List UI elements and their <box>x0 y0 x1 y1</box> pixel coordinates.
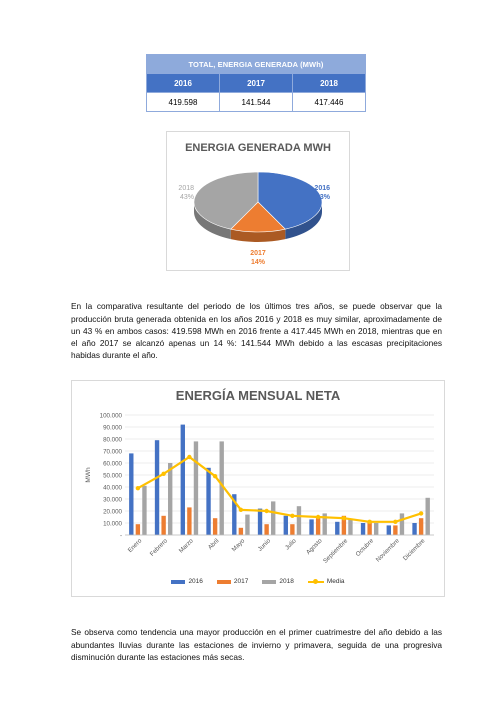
x-tick-label: Junio <box>256 537 273 553</box>
bar-2018-Septiembre <box>348 519 352 535</box>
point-Media-Febrero <box>161 472 165 476</box>
y-tick-label: 20.000 <box>103 508 122 516</box>
bar-2016-Abril <box>206 468 210 535</box>
legend-swatch <box>308 581 324 583</box>
pie-chart <box>166 131 350 271</box>
legend-label: 2016 <box>188 578 203 585</box>
y-axis-label: MWh <box>85 467 92 483</box>
monthly-chart-title: ENERGÍA MENSUAL NETA <box>175 388 341 403</box>
monthly-chart <box>71 380 445 597</box>
x-tick-label: Septiembre <box>321 537 350 565</box>
point-Media-Abril <box>213 474 217 478</box>
bar-2017-Abril <box>213 518 217 535</box>
legend-item-2017 <box>217 578 248 585</box>
legend-label: 2018 <box>279 578 294 585</box>
x-tick-label: Diciembre <box>401 537 427 563</box>
legend-swatch <box>262 580 276 584</box>
y-tick-label: 70.000 <box>103 448 122 456</box>
y-tick-label: 40.000 <box>103 484 122 492</box>
legend-swatch <box>171 580 185 584</box>
legend-label: Media <box>326 578 345 585</box>
x-tick-label: Julio <box>283 537 298 552</box>
point-Media-Octubre <box>367 520 371 524</box>
legend-item-2018 <box>262 578 293 585</box>
bar-2017-Diciembre <box>419 518 423 535</box>
x-tick-label: Mayo <box>230 537 247 554</box>
bar-2018-Noviembre <box>400 513 404 535</box>
pie-value-label-2016: 43% <box>315 194 330 201</box>
paragraph-trend: Se observa como tendencia una mayor producción en el primer cuatrimestre del año debido a las abundantes lluvias durante las estaciones de invierno y primavera, seguida de una progresiva disminución durante las estaciones más secas. <box>71 627 442 662</box>
line-Media <box>138 457 421 522</box>
pie-chart-title: ENERGIA GENERADA MWH <box>185 142 331 154</box>
table-header-2018: 2018 <box>293 74 366 93</box>
pie-chart-canvas <box>167 132 349 270</box>
bar-2018-Junio <box>271 501 275 535</box>
point-Media-Mayo <box>239 508 243 512</box>
bar-2016-Julio <box>284 516 288 535</box>
bar-2018-Enero <box>142 486 146 535</box>
x-tick-label: Abril <box>206 537 221 552</box>
bar-2017-Agosto <box>316 518 320 535</box>
x-tick-label: Marzo <box>177 537 195 555</box>
x-tick-label: Octubre <box>354 537 376 558</box>
x-tick-label: Noviembre <box>374 537 401 564</box>
bar-2017-Julio <box>290 524 294 535</box>
bar-2018-Febrero <box>168 463 172 535</box>
table-header-2017: 2017 <box>220 74 293 93</box>
table-value-2017: 141.544 <box>220 93 293 112</box>
bar-2016-Agosto <box>309 519 313 535</box>
point-Media-Noviembre <box>393 520 397 524</box>
pie-value-label-2018: 43% <box>179 194 194 201</box>
bar-2017-Marzo <box>187 507 191 535</box>
summary-table <box>146 54 366 112</box>
y-tick-label: 50.000 <box>103 472 122 480</box>
pie-label-2016: 2016 <box>314 185 330 192</box>
legend-swatch <box>217 580 231 584</box>
y-tick-label: 80.000 <box>103 436 122 444</box>
bar-2018-Mayo <box>245 515 249 535</box>
bar-2018-Octubre <box>374 523 378 535</box>
legend-label: 2017 <box>233 578 249 585</box>
y-tick-label: - <box>119 532 122 540</box>
monthly-chart-canvas <box>72 381 444 596</box>
bar-2016-Octubre <box>361 523 365 535</box>
bar-2017-Febrero <box>161 516 165 535</box>
bar-2016-Noviembre <box>387 525 391 535</box>
bar-2016-Septiembre <box>335 522 339 535</box>
point-Media-Junio <box>264 509 268 513</box>
monthly-chart-legend <box>72 578 444 585</box>
bar-2016-Diciembre <box>412 523 416 535</box>
table-header-2016: 2016 <box>147 74 220 93</box>
bar-2016-Marzo <box>181 425 185 535</box>
bar-2016-Enero <box>129 453 133 535</box>
bar-2017-Noviembre <box>393 525 397 535</box>
bar-2017-Enero <box>136 524 140 535</box>
x-tick-label: Febrero <box>148 537 170 558</box>
point-Media-Julio <box>290 514 294 518</box>
point-Media-Enero <box>136 486 140 490</box>
point-Media-Marzo <box>187 455 191 459</box>
paragraph-comparison: En la comparativa resultante del periodo de los últimos tres años, se puede observar que la producción bruta generada obtenida en los años 2016 y 2018 es muy similar, aproximadamente de un 43 % en ambos casos: 419.598 MWh en 2016 frente a 417.445 MWh en 2018, mientras que en el año 2017 se alcanzó apenas un 14 %: 141.544 MWh debido a las escasas precipitaciones habidas durante el año. <box>71 301 442 361</box>
x-tick-label: Agosto <box>304 537 324 557</box>
point-Media-Septiembre <box>342 516 346 520</box>
bar-2018-Marzo <box>194 441 198 535</box>
y-tick-label: 90.000 <box>103 424 122 432</box>
bar-2018-Diciembre <box>426 498 430 535</box>
y-tick-label: 30.000 <box>103 496 122 504</box>
pie-label-2017: 2017 <box>250 250 266 257</box>
y-tick-label: 60.000 <box>103 460 122 468</box>
legend-item-2016 <box>171 578 202 585</box>
table-value-2018: 417.446 <box>293 93 366 112</box>
bar-2018-Julio <box>297 506 301 535</box>
x-tick-label: Enero <box>126 537 144 555</box>
pie-label-2018: 2018 <box>178 185 194 192</box>
table-value-2016: 419.598 <box>147 93 220 112</box>
y-tick-label: 100.000 <box>99 412 122 420</box>
bar-2017-Mayo <box>239 528 243 535</box>
bar-2017-Junio <box>264 524 268 535</box>
y-tick-label: 10.000 <box>103 520 122 528</box>
point-Media-Agosto <box>316 515 320 519</box>
legend-item-Media <box>308 578 345 585</box>
point-Media-Diciembre <box>419 511 423 515</box>
table-title: TOTAL, ENERGIA GENERADA (MWh) <box>147 55 366 74</box>
pie-value-label-2017: 14% <box>250 259 266 266</box>
bar-2016-Junio <box>258 509 262 535</box>
bar-2016-Febrero <box>155 440 159 535</box>
